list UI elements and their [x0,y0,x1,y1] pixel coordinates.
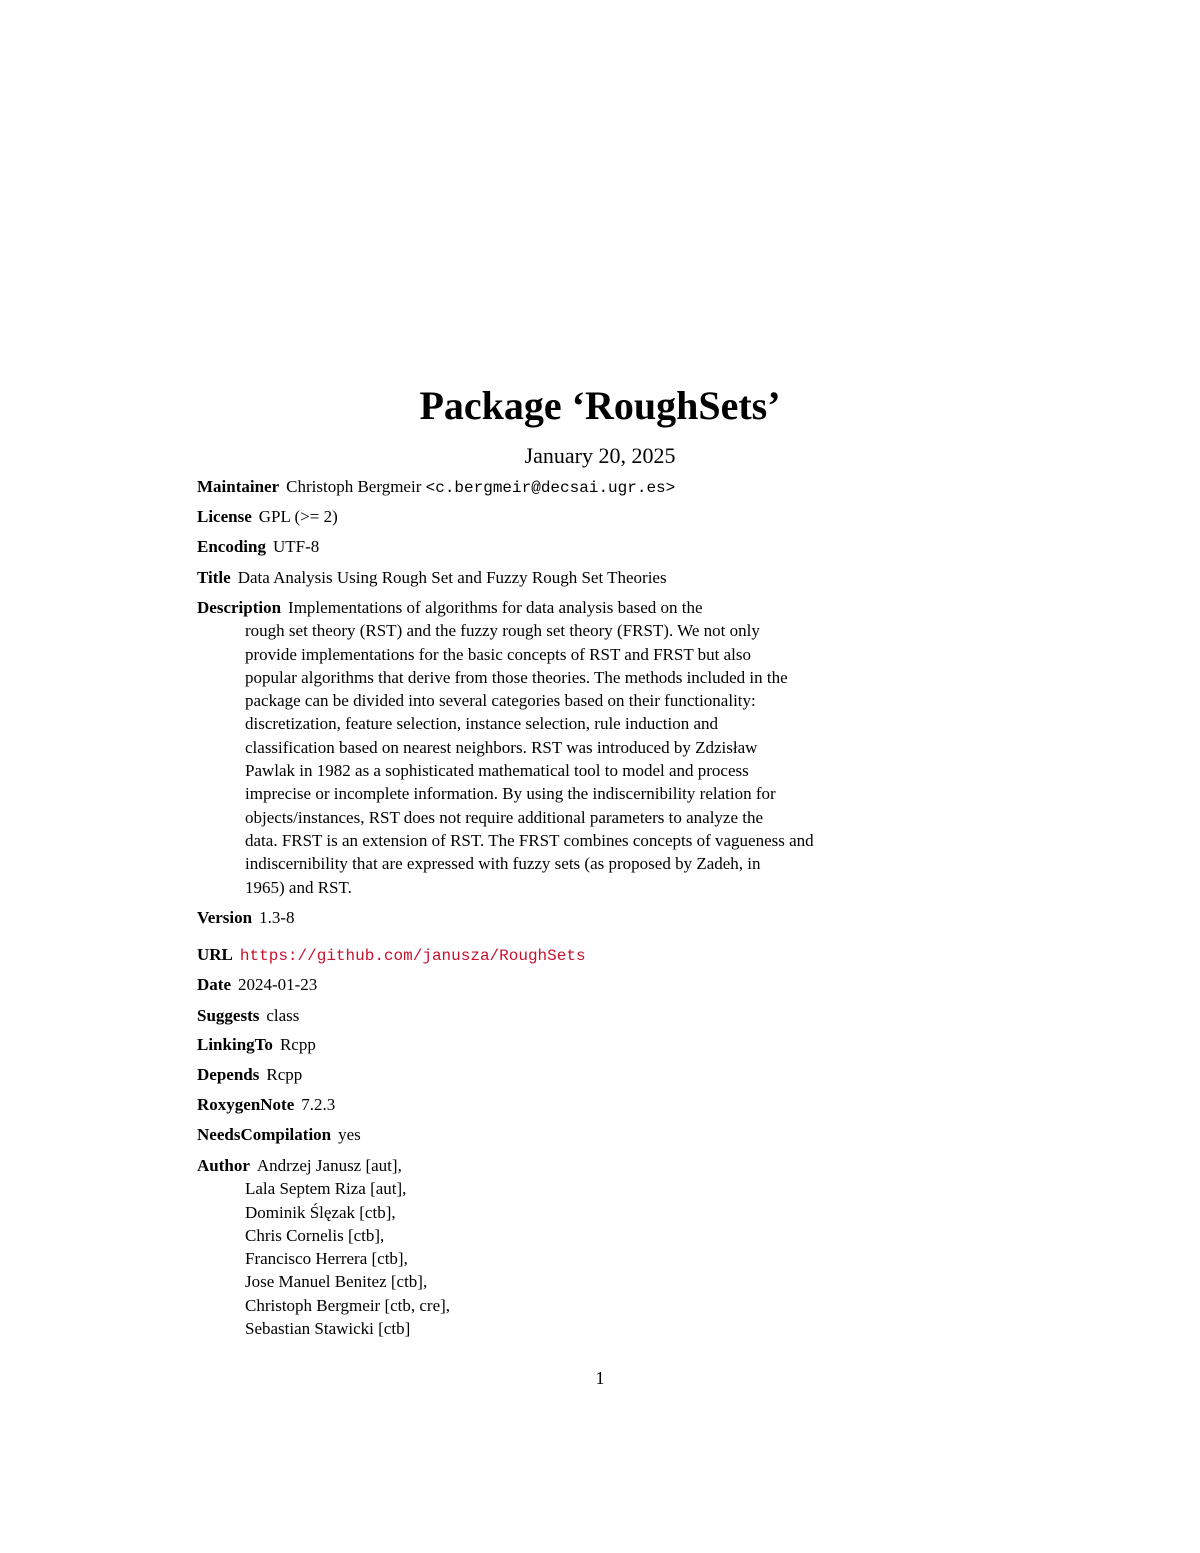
description-line: package can be divided into several categories based on their functionality: [245,691,756,711]
field-key: URL [197,945,233,964]
author-line: Francisco Herrera [ctb], [245,1249,408,1269]
maintainer-name: Christoph Bergmeir [286,477,422,496]
maintainer-email: <c.bergmeir@decsai.ugr.es> [425,479,676,497]
field-key: Suggests [197,1006,260,1025]
document-date: January 20, 2025 [524,443,676,468]
field-needscompilation [197,1123,917,1146]
field-linkingto [197,1033,917,1056]
field-date [197,973,917,996]
field-value: Rcpp [279,1035,316,1054]
field-title [197,566,917,589]
description-line: indiscernibility that are expressed with fuzzy sets (as proposed by Zadeh, in [245,854,761,874]
author-first: Andrzej Janusz [aut], [256,1156,402,1175]
url-link[interactable]: https://github.com/janusza/RoughSets [239,947,586,965]
package-title: Package ‘RoughSets’ [419,383,781,428]
description-line: rough set theory (RST) and the fuzzy rough set theory (FRST). We not only [245,621,760,641]
field-key: Title [197,568,231,587]
field-encoding [197,535,917,558]
field-value: 1.3-8 [259,908,295,927]
field-suggests [197,1004,917,1027]
description-line: discretization, feature selection, instance selection, rule induction and [245,714,718,734]
field-key: Author [197,1156,250,1175]
field-roxygennote [197,1093,917,1116]
field-key: LinkingTo [197,1035,273,1054]
field-version [197,906,917,929]
description-line: imprecise or incomplete information. By using the indiscernibility relation for [245,784,776,804]
page-number: 1 [595,1368,605,1388]
field-value: yes [338,1125,361,1144]
field-value: 2024-01-23 [237,975,318,994]
field-license [197,505,917,528]
description-line: popular algorithms that derive from those theories. The methods included in the [245,667,788,687]
field-key: Version [197,908,253,927]
field-value: GPL (>= 2) [258,507,338,526]
author-line: Christoph Bergmeir [ctb, cre], [245,1295,451,1315]
field-key: Date [197,975,231,994]
description-line: objects/instances, RST does not require additional parameters to analyze the [245,807,764,827]
field-key: License [197,507,252,526]
field-key: Depends [197,1065,260,1084]
field-key: RoxygenNote [197,1095,295,1114]
author-line: Dominik Ślęzak [ctb], [245,1202,396,1222]
author-line: Sebastian Stawicki [ctb] [245,1319,411,1339]
author-line: Lala Septem Riza [aut], [245,1179,407,1199]
field-depends [197,1063,917,1086]
field-author [197,1154,917,1340]
field-maintainer [197,475,917,500]
description-line: classification based on nearest neighbors. RST was introduced by Zdzisław [245,737,758,757]
field-value: 7.2.3 [301,1095,336,1114]
author-line: Jose Manuel Benitez [ctb], [245,1272,428,1292]
field-value: Rcpp [266,1065,303,1084]
field-key: Description [197,598,282,617]
description-line: Pawlak in 1982 as a sophisticated mathematical tool to model and process [245,761,749,781]
field-key: Maintainer [197,477,280,496]
field-value: UTF-8 [272,537,320,556]
field-value: class [266,1006,300,1025]
field-description [197,596,917,899]
author-line: Chris Cornelis [ctb], [245,1225,385,1245]
description-first-line: Implementations of algorithms for data analysis based on the [288,598,703,617]
description-line: data. FRST is an extension of RST. The FRST combines concepts of vagueness and [245,830,814,850]
description-line: provide implementations for the basic concepts of RST and FRST but also [245,644,751,664]
field-url [197,943,917,968]
field-value: Data Analysis Using Rough Set and Fuzzy Rough Set Theories [237,568,667,587]
description-line: 1965) and RST. [245,877,352,897]
field-key: Encoding [197,537,266,556]
field-key: NeedsCompilation [197,1125,332,1144]
